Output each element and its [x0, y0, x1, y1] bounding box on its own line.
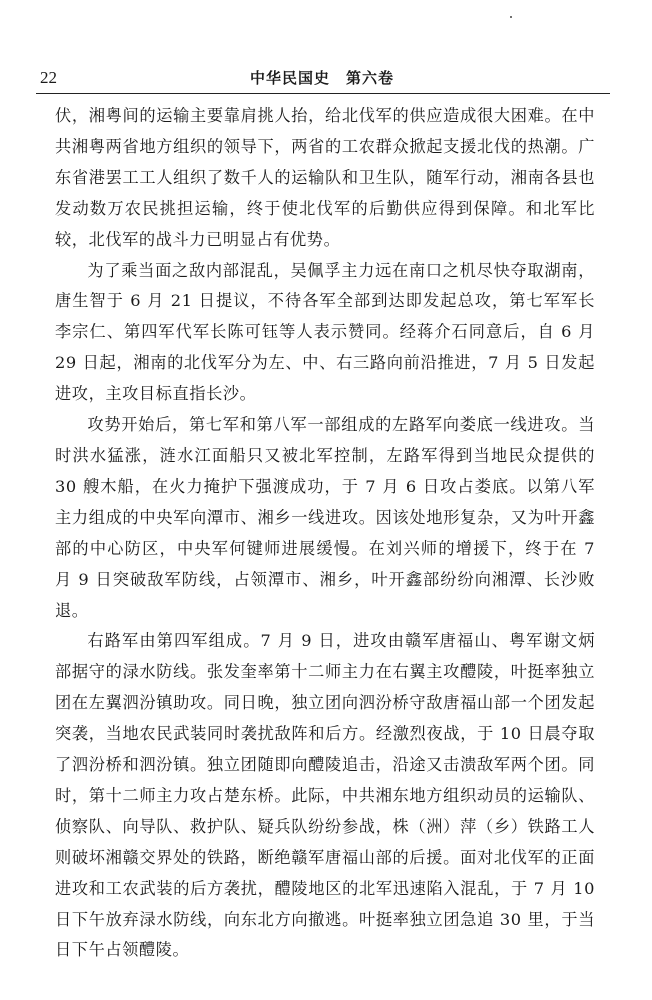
paragraph-continued: 伏，湘粤间的运输主要靠肩挑人抬，给北伐军的供应造成很大困难。在中共湘粤两省地方组织的领导下，两省的工农群众掀起支援北伐的热潮。广东省港罢工工人组织了数千人的运输队和卫生队，随军行动，湘南各县也发动数万农民挑担运输，终于使北伐军的后勤供应得到保障。和北军比较，北伐军的战斗力已明显占有优势。	[55, 106, 595, 249]
page-number: 22	[40, 68, 57, 87]
page-header	[36, 66, 608, 92]
paragraph: 攻势开始后，第七军和第八军一部组成的左路军向娄底一线进攻。当时洪水猛涨，涟水江面船只又被北军控制，左路军得到当地民众提供的 30 艘木船，在火力掩护下强渡成功，于 7 月 6 日攻占娄底。以第八军主力组成的中央军向潭市、湘乡一线进攻。因该处地形复杂，又为叶开鑫部的中心防区，中央军何键师进展缓慢。在刘兴师的增援下，终于在 7 月 9 日突破敌军防线，占领潭市、湘乡，叶开鑫部纷纷向湘潭、长沙败退。	[55, 415, 595, 620]
running-title: 中华民国史 第六卷	[249, 69, 394, 87]
paragraph: 为了乘当面之敌内部混乱，吴佩孚主力远在南口之机尽快夺取湖南，唐生智于 6 月 21 日提议，不待各军全部到达即发起总攻，第七军军长李宗仁、第四军代军长陈可钰等人表示赞同。经蒋介石同意后，自 6 月 29 日起，湘南的北伐军分为左、中、右三路向前沿推进，7 月 5 日发起进攻，主攻目标直指长沙。	[55, 260, 595, 404]
scan-speck	[510, 16, 512, 18]
header-rule	[36, 93, 610, 94]
paragraph: 右路军由第四军组成。7 月 9 日，进攻由赣军唐福山、粤军谢文炳部据守的渌水防线。张发奎率第十二师主力在右翼主攻醴陵，叶挺率独立团在左翼泗汾镇助攻。同日晚，独立团向泗汾桥守敌唐福山部一个团发起突袭，当地农民武装同时袭扰敌阵和后方。经激烈夜战，于 10 日晨夺取了泗汾桥和泗汾镇。独立团随即向醴陵追击，沿途又击溃敌军两个团。同时，第十二师主力攻占楚东桥。此际，中共湘东地方组织动员的运输队、侦察队、向导队、救护队、疑兵队纷纷参战，株（洲）萍（乡）铁路工人则破坏湘赣交界处的铁路，断绝赣军唐福山部的后援。面对北伐军的正面进攻和工农武装的后方袭扰，醴陵地区的北军迅速陷入混乱，于 7 月 10 日下午放弃渌水防线，向东北方向撤逃。叶挺率独立团急追 30 里，于当日下午占领醴陵。	[55, 631, 595, 960]
body-text	[55, 101, 595, 966]
